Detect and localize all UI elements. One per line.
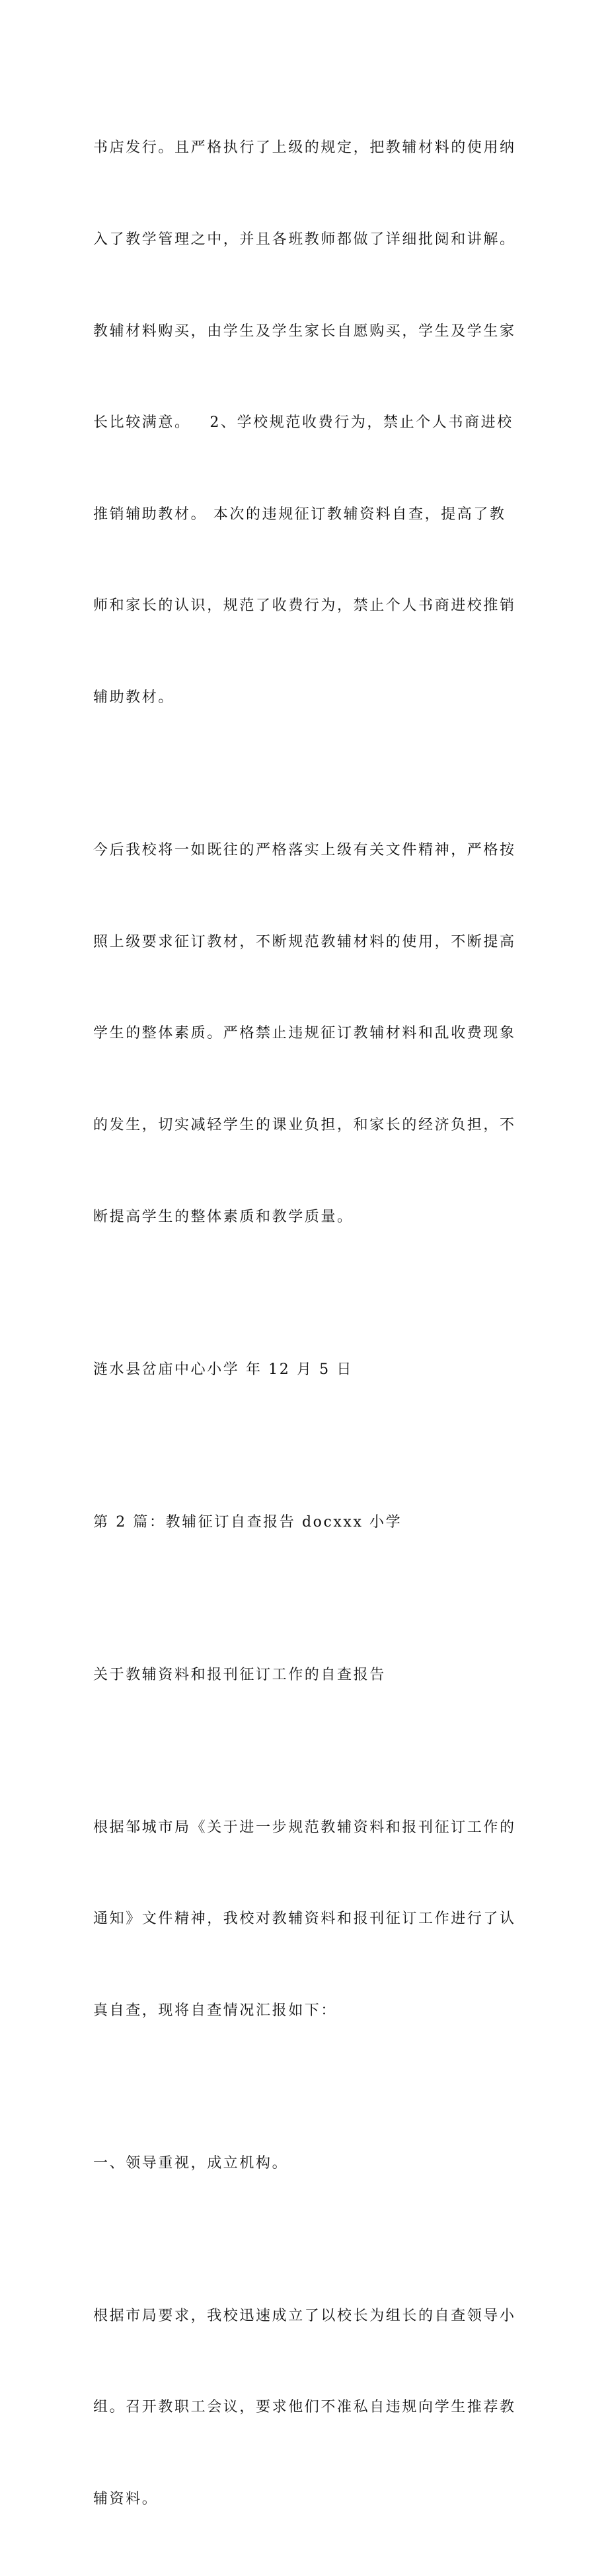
signature-line	[93, 1293, 519, 1446]
paragraph-3	[93, 2240, 519, 2575]
text-line: 根据市局要求，我校迅速成立了以校长为组长的自查领导小	[93, 2307, 516, 2324]
text-line: 涟水县岔庙中心小学 年 12 月 5 日	[93, 1361, 353, 1378]
text-line: 第 2 篇：教辅征订自查报告 docxxx 小学	[93, 1513, 402, 1531]
text-line: 入了教学管理之中，并且各班教师都做了详细批阅和讲解。	[93, 231, 516, 248]
report-title	[93, 1599, 519, 1751]
paragraph-2	[93, 775, 519, 1293]
text-line: 根据邹城市局《关于进一步规范教辅资料和报刊征订工作的	[93, 1819, 516, 1836]
text-line: 一、领导重视，成立机构。	[93, 2154, 289, 2172]
paragraph-1	[93, 72, 519, 775]
text-line: 关于教辅资料和报刊征订工作的自查报告	[93, 1666, 386, 1683]
text-line: 推销辅助教材。 本次的违规征订教辅资料自查，提高了教	[93, 506, 506, 523]
text-line: 的发生，切实减轻学生的课业负担，和家长的经济负担，不	[93, 1116, 516, 1133]
text-line: 断提高学生的整体素质和教学质量。	[93, 1208, 354, 1225]
text-line: 真自查，现将自查情况汇报如下：	[93, 2002, 338, 2019]
text-line: 辅助教材。	[93, 689, 175, 706]
paragraph-intro	[93, 1751, 519, 2087]
text-line: 辅资料。	[93, 2491, 159, 2508]
text-line: 通知》文件精神，我校对教辅资料和报刊征订工作进行了认	[93, 1911, 516, 1928]
text-line: 组。召开教职工会议，要求他们不准私自违规向学生推荐教	[93, 2399, 516, 2416]
text-line: 照上级要求征订教材，不断规范教辅材料的使用，不断提高	[93, 933, 516, 950]
document-body	[93, 72, 519, 2576]
section-heading	[93, 1446, 519, 1599]
subheading	[93, 2087, 519, 2240]
text-line: 长比较满意。 2、学校规范收费行为，禁止个人书商进校	[93, 414, 513, 432]
text-line: 今后我校将一如既往的严格落实上级有关文件精神，严格按	[93, 842, 516, 859]
text-line: 学生的整体素质。严格禁止违规征订教辅材料和乱收费现象	[93, 1025, 516, 1042]
text-line: 教辅材料购买，由学生及学生家长自愿购买，学生及学生家	[93, 322, 516, 340]
text-line: 书店发行。且严格执行了上级的规定，把教辅材料的使用纳	[93, 139, 516, 157]
text-line: 师和家长的认识，规范了收费行为，禁止个人书商进校推销	[93, 597, 516, 615]
